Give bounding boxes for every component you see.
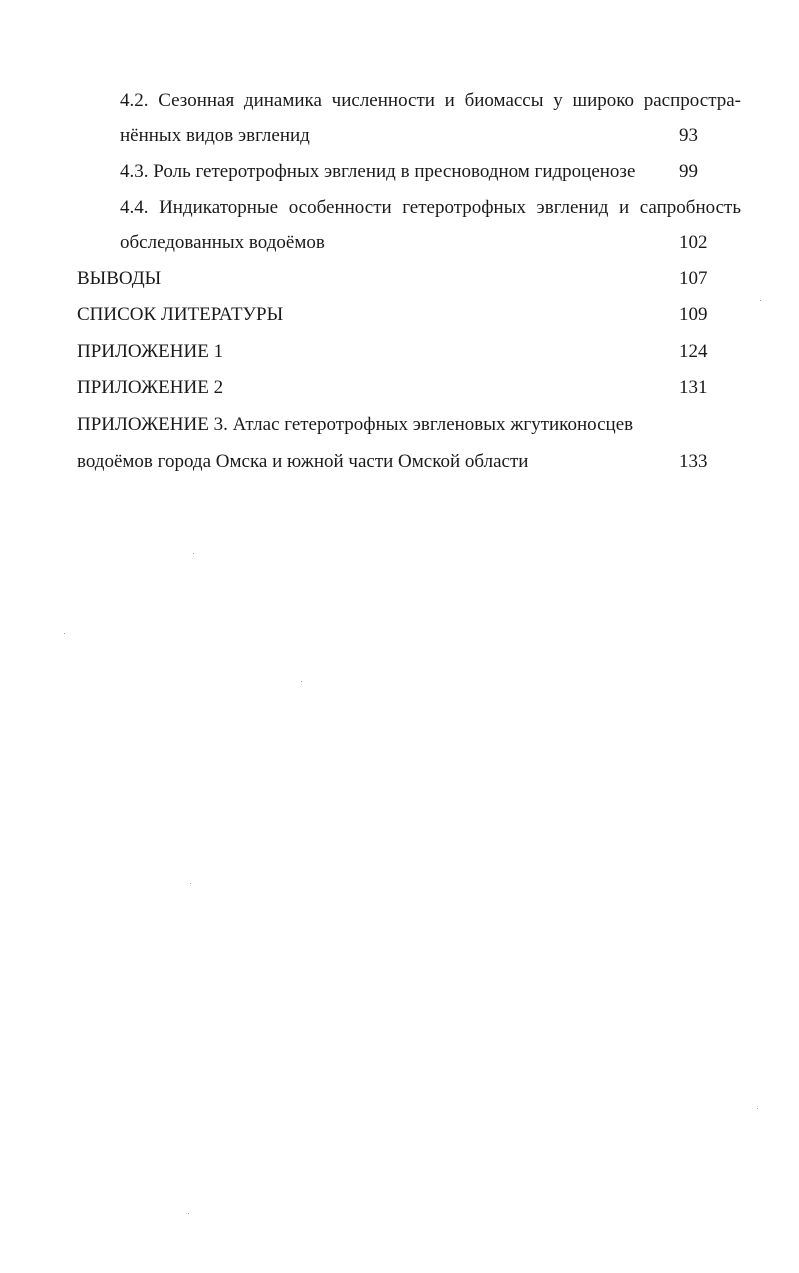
scan-speck: [760, 300, 761, 301]
scan-speck: [193, 553, 194, 554]
toc-entry-conclusions: ВЫВОДЫ: [77, 268, 162, 289]
toc-page-number: 107: [679, 268, 708, 289]
toc-entry-appendix-3-line-1: ПРИЛОЖЕНИЕ 3. Атлас гетеротрофных эвгленовых жгутиконосцев: [77, 414, 634, 435]
scan-speck: [188, 1213, 189, 1214]
scan-speck: [64, 633, 65, 634]
toc-entry-4-3: 4.3. Роль гетеротрофных эвгленид в пресноводном гидроценозе: [120, 161, 636, 182]
toc-entry-4-4-line-2: обследованных водоёмов: [120, 232, 325, 253]
toc-page-number: 109: [679, 304, 708, 325]
toc-entry-appendix-2: ПРИЛОЖЕНИЕ 2: [77, 377, 224, 398]
toc-entry-appendix-3-line-2: водоёмов города Омска и южной части Омской области: [77, 451, 529, 472]
toc-entry-references: СПИСОК ЛИТЕРАТУРЫ: [77, 304, 284, 325]
toc-page-number: 102: [679, 232, 708, 253]
toc-page-number: 93: [679, 125, 698, 146]
toc-entry-4-4-line-1: 4.4. Индикаторные особенности гетеротрофных эвгленид и сапробность: [120, 197, 741, 218]
toc-entry-4-2-line-2: нённых видов эвгленид: [120, 125, 310, 146]
toc-entry-appendix-1: ПРИЛОЖЕНИЕ 1: [77, 341, 224, 362]
scan-speck: [190, 883, 191, 884]
toc-page-number: 124: [679, 341, 708, 362]
toc-page-number: 133: [679, 451, 708, 472]
scan-speck: [301, 681, 302, 682]
scan-speck: [757, 1108, 758, 1109]
toc-entry-4-2-line-1: 4.2. Сезонная динамика численности и биомассы у широко распростра-: [120, 90, 741, 111]
toc-page-number: 99: [679, 161, 698, 182]
toc-page-number: 131: [679, 377, 708, 398]
